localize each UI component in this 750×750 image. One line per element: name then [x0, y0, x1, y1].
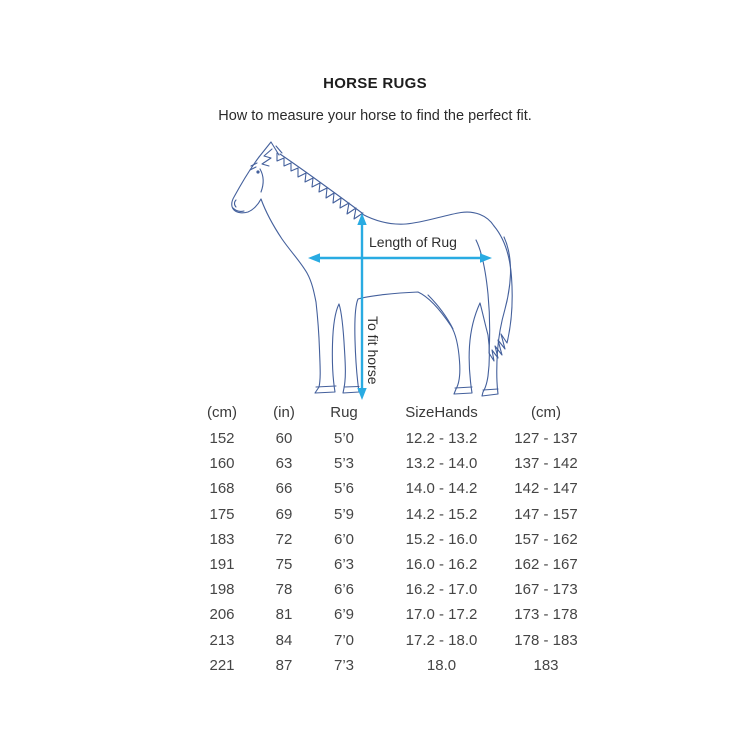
table-cell: 5’6: [333, 480, 355, 498]
table-cell: 6’3: [333, 556, 355, 574]
table-cell: 198: [209, 581, 235, 599]
table-cell: 160: [209, 455, 235, 473]
table-row: [185, 476, 588, 501]
horse-cheek-line: [260, 169, 263, 192]
length-of-rug-label: Length of Rug: [369, 234, 457, 250]
table-cell: 60: [275, 430, 293, 448]
table-cell: 183: [533, 656, 559, 674]
table-cell: 6’6: [333, 581, 355, 599]
table-row: [185, 552, 588, 577]
table-cell: 18.0: [426, 656, 457, 674]
table-cell: 173 - 178: [514, 606, 578, 624]
table-cell: 6’0: [333, 530, 355, 548]
table-cell: 175: [209, 505, 235, 523]
table-cell: 69: [275, 505, 293, 523]
table-cell: 142 - 147: [514, 480, 578, 498]
to-fit-horse-label: To fit horse: [365, 316, 381, 385]
table-cell: 167 - 173: [514, 581, 578, 599]
horse-back-path: [362, 212, 494, 226]
table-cell: 152: [209, 430, 235, 448]
table-cell: 72: [275, 530, 293, 548]
header-cell: Rug: [330, 404, 358, 421]
table-cell: 183: [209, 530, 235, 548]
horse-nostril: [235, 200, 237, 207]
table-cell: 157 - 162: [514, 530, 578, 548]
length-arrowhead-right: [480, 253, 492, 262]
table-cell: 191: [209, 556, 235, 574]
table-cell: 81: [275, 606, 293, 624]
table-row: [185, 653, 588, 678]
size-table: [185, 399, 588, 678]
table-cell: 7’3: [333, 656, 355, 674]
table-cell: 137 - 142: [514, 455, 578, 473]
table-row: [185, 426, 588, 451]
table-cell: 16.0 - 16.2: [405, 556, 478, 574]
header-cell: (cm): [207, 404, 237, 421]
table-cell: 17.2 - 18.0: [405, 631, 478, 649]
table-cell: 14.0 - 14.2: [405, 480, 478, 498]
table-cell: 178 - 183: [514, 631, 578, 649]
table-cell: 15.2 - 16.0: [405, 530, 478, 548]
table-cell: 5’0: [333, 430, 355, 448]
table-cell: 16.2 - 17.0: [405, 581, 478, 599]
table-cell: 147 - 157: [514, 505, 578, 523]
horse-illustration: [212, 136, 562, 404]
table-cell: 5’3: [333, 455, 355, 473]
table-cell: 84: [275, 631, 293, 649]
table-cell: 5’9: [333, 505, 355, 523]
size-table-header: [185, 399, 588, 426]
table-cell: 206: [209, 606, 235, 624]
header-cell: (in): [273, 404, 295, 421]
table-cell: 127 - 137: [514, 430, 578, 448]
table-cell: 78: [275, 581, 293, 599]
table-cell: 12.2 - 13.2: [405, 430, 478, 448]
table-row: [185, 602, 588, 627]
horse-neck-path: [280, 154, 362, 213]
height-arrowhead-top: [357, 213, 366, 225]
table-row: [185, 527, 588, 552]
table-cell: 213: [209, 631, 235, 649]
table-cell: 6’9: [333, 606, 355, 624]
table-row: [185, 451, 588, 476]
table-cell: 221: [209, 656, 235, 674]
table-cell: 13.2 - 14.0: [405, 455, 478, 473]
table-row: [185, 628, 588, 653]
header-cell: SizeHands: [405, 404, 478, 421]
table-row: [185, 502, 588, 527]
page-title: HORSE RUGS: [323, 75, 427, 92]
table-cell: 75: [275, 556, 293, 574]
horse-tail: [476, 226, 512, 361]
table-cell: 63: [275, 455, 293, 473]
page-subtitle: How to measure your horse to find the perfect fit.: [218, 108, 532, 124]
horse-mane: [277, 153, 363, 219]
table-cell: 66: [275, 480, 293, 498]
table-cell: 17.0 - 17.2: [405, 606, 478, 624]
horse-eye: [256, 170, 259, 173]
header-cell: (cm): [531, 404, 561, 421]
table-cell: 162 - 167: [514, 556, 578, 574]
table-cell: 168: [209, 480, 235, 498]
table-cell: 87: [275, 656, 293, 674]
table-cell: 7’0: [333, 631, 355, 649]
horse-ears: [259, 142, 282, 157]
size-table-body: [185, 426, 588, 678]
table-cell: 14.2 - 15.2: [405, 505, 478, 523]
length-arrowhead-left: [308, 253, 320, 262]
table-row: [185, 577, 588, 602]
